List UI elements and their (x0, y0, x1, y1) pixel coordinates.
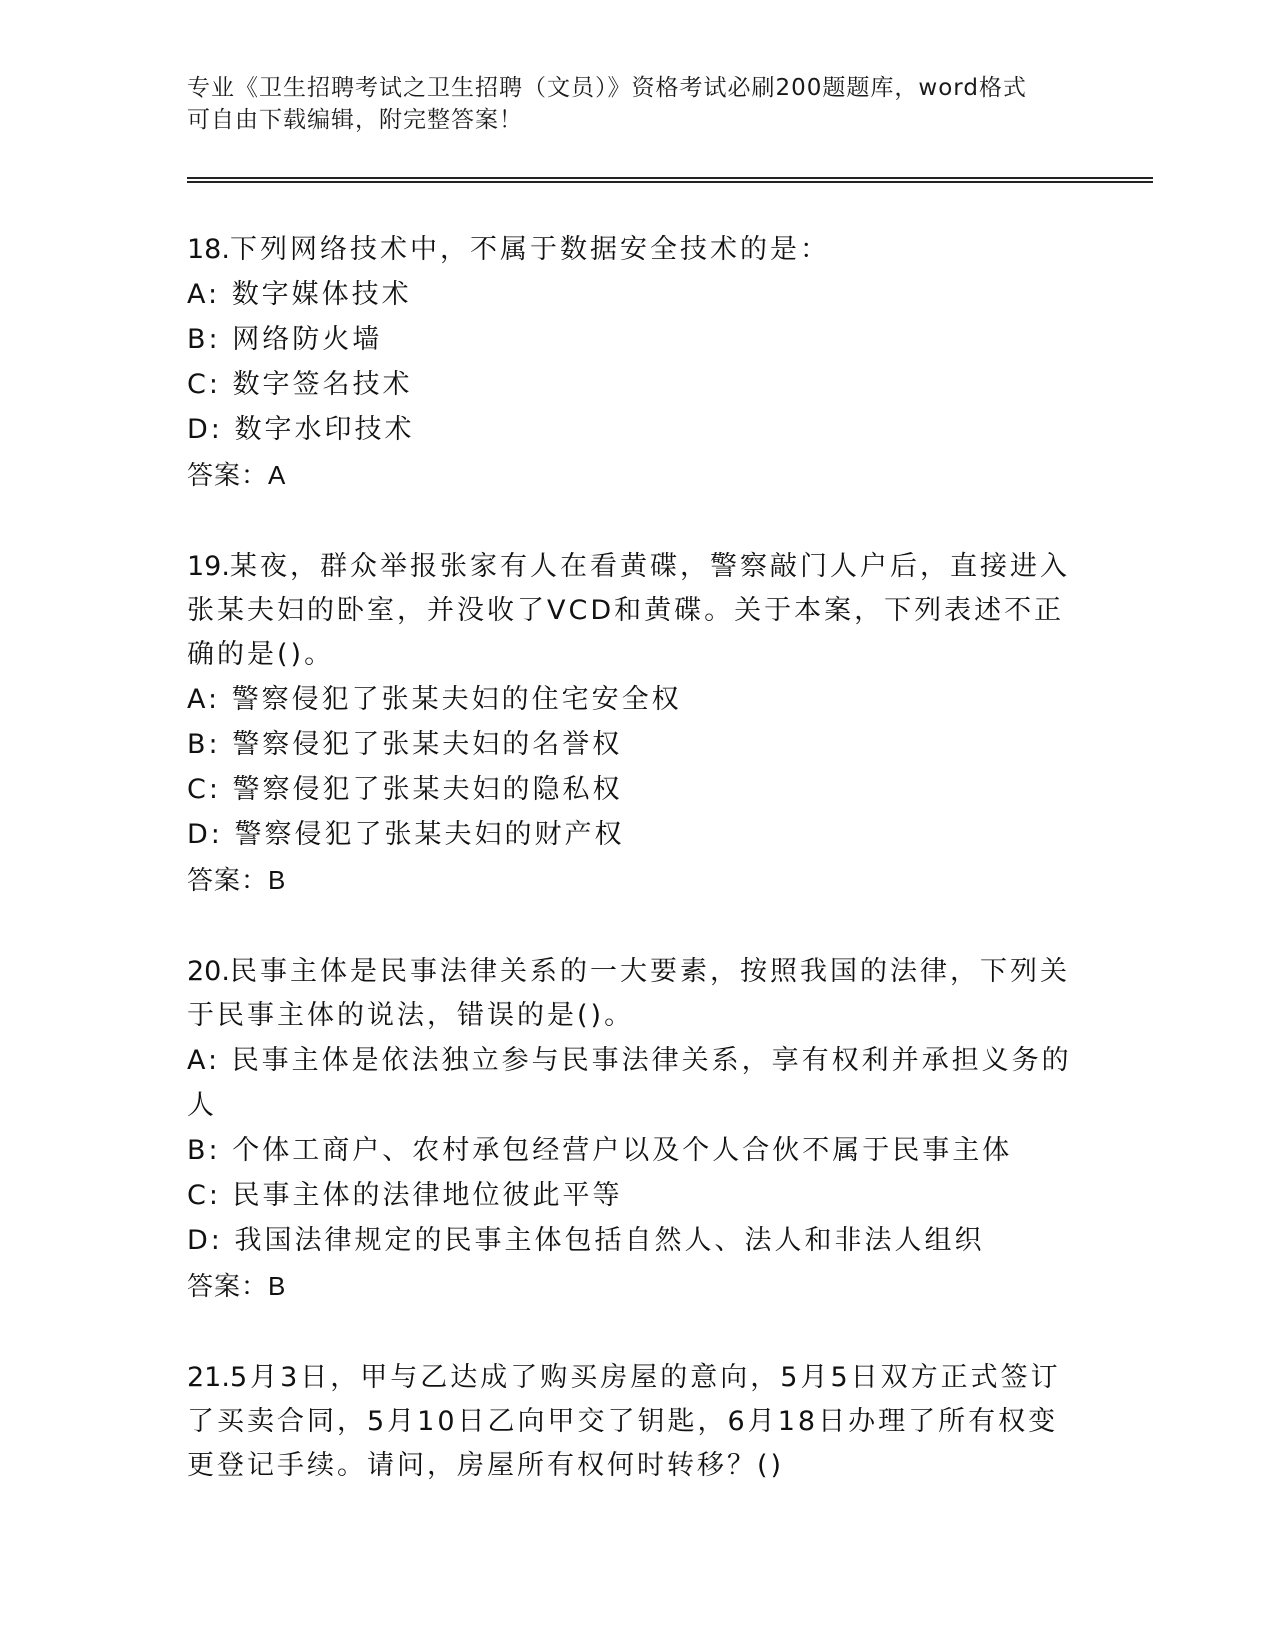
option-b (187, 1128, 1077, 1173)
option-text: 警察侵犯了张某夫妇的隐私权 (232, 774, 623, 805)
question-number: 21. (187, 1362, 230, 1393)
option-c (187, 767, 1077, 812)
question-stem (187, 228, 1077, 272)
question-21 (187, 1356, 1077, 1488)
option-a (187, 677, 1077, 722)
option-text: 警察侵犯了张某夫妇的住宅安全权 (231, 684, 682, 715)
option-text: 民事主体的法律地位彼此平等 (232, 1180, 623, 1211)
option-label: D: (187, 1225, 223, 1256)
question-text: 民事主体是民事法律关系的一大要素，按照我国的法律，下列关于民事主体的说法，错误的是()。 (187, 956, 1070, 1031)
question-20 (187, 950, 1077, 1309)
question-number: 19. (187, 551, 230, 582)
option-text: 警察侵犯了张某夫妇的财产权 (234, 819, 625, 850)
option-text: 警察侵犯了张某夫妇的名誉权 (232, 729, 623, 760)
option-label: C: (187, 369, 221, 400)
option-label: B: (187, 729, 221, 760)
option-label: D: (187, 819, 223, 850)
header-line-2: 可自由下载编辑，附完整答案！ (187, 107, 523, 133)
question-text: 下列网络技术中，不属于数据安全技术的是： (229, 234, 830, 265)
option-text: 数字水印技术 (234, 414, 415, 445)
option-d (187, 407, 1077, 452)
question-stem (187, 1356, 1077, 1488)
question-number: 18. (187, 234, 230, 265)
option-label: C: (187, 774, 221, 805)
option-text: 个体工商户、农村承包经营户以及个人合伙不属于民事主体 (232, 1135, 1013, 1166)
option-d (187, 1218, 1077, 1263)
option-label: D: (187, 414, 223, 445)
question-18 (187, 228, 1077, 498)
option-label: B: (187, 324, 221, 355)
question-text: 某夜，群众举报张家有人在看黄碟，警察敲门人户后，直接进入张某夫妇的卧室，并没收了VCD和黄碟。关于本案，下列表述不正确的是()。 (187, 551, 1070, 670)
question-stem (187, 950, 1077, 1038)
option-text: 网络防火墙 (232, 324, 383, 355)
header-divider-top (187, 177, 1153, 179)
option-a (187, 1038, 1077, 1128)
answer-line: 答案：A (187, 460, 287, 490)
option-label: A: (187, 1045, 221, 1076)
option-label: C: (187, 1180, 221, 1211)
header-divider-bottom (187, 181, 1153, 183)
question-number: 20. (187, 956, 230, 987)
option-a (187, 272, 1077, 317)
option-b (187, 722, 1077, 767)
question-text: 5月3日，甲与乙达成了购买房屋的意向，5月5日双方正式签订了买卖合同，5月10日乙向甲交了钥匙，6月18日办理了所有权变更登记手续。请问，房屋所有权何时转移？() (187, 1362, 1061, 1481)
option-text: 数字签名技术 (232, 369, 413, 400)
option-c (187, 1173, 1077, 1218)
option-c (187, 362, 1077, 407)
question-list (187, 228, 1077, 1535)
question-19 (187, 545, 1077, 903)
option-text: 民事主体是依法独立参与民事法律关系，享有权利并承担义务的人 (187, 1045, 1072, 1121)
header-line-1: 专业《卫生招聘考试之卫生招聘（文员）》资格考试必刷200题题库，word格式 (187, 75, 1027, 101)
option-b (187, 317, 1077, 362)
option-text: 数字媒体技术 (231, 279, 412, 310)
option-d (187, 812, 1077, 857)
answer-line: 答案：B (187, 1271, 287, 1301)
option-label: A: (187, 279, 221, 310)
option-text: 我国法律规定的民事主体包括自然人、法人和非法人组织 (234, 1225, 985, 1256)
question-stem (187, 545, 1077, 677)
option-label: B: (187, 1135, 221, 1166)
option-label: A: (187, 684, 221, 715)
answer-line: 答案：B (187, 865, 287, 895)
document-header (187, 72, 1067, 136)
